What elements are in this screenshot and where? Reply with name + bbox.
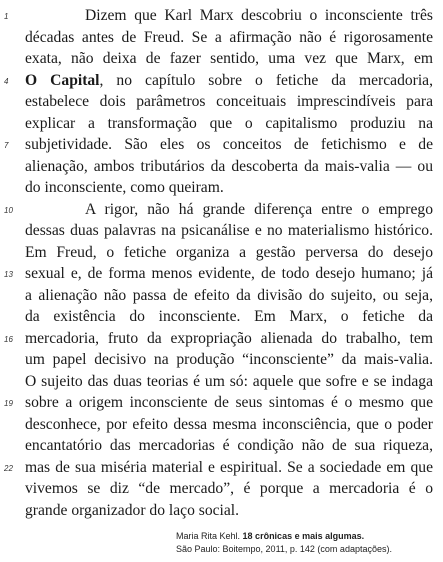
line-text: da existência do inconsciente. Em Marx, o fetiche da [25, 308, 433, 325]
text-line [25, 500, 433, 521]
line-number: 22 [4, 463, 13, 473]
text-line [25, 220, 433, 241]
text-line [25, 70, 433, 91]
line-text: do inconsciente, como queiram. [25, 179, 224, 196]
line-text: mas de sua miséria material e espiritual. Se a sociedade em que [25, 458, 433, 476]
line-text: desconhece, por efeito dessa mesma inconsciência, que o poder [25, 415, 433, 433]
text-line [25, 349, 433, 370]
citation-publication: São Paulo: Boitempo, 2011, p. 142 (com adaptações). [176, 544, 392, 554]
text-line [85, 5, 433, 26]
text-line [25, 306, 433, 327]
line-number: 16 [4, 334, 13, 344]
line-text: encantatório das mercadorias é condição não de sua riqueza, [25, 437, 433, 454]
line-text: alienação, ambos tributários da descoberta da mais-valia — ou [25, 157, 433, 175]
line-number: 13 [4, 270, 13, 279]
line-number: 1 [4, 12, 9, 21]
line-text: vivemos se diz “de mercado”, é porque a mercadoria é o [25, 480, 433, 497]
text-line [25, 113, 433, 134]
line-text: décadas antes de Freud. Se a afirmação não é rigorosamente [25, 28, 433, 46]
line-number: 7 [4, 141, 9, 150]
citation-title: 18 crônicas e mais algumas. [242, 531, 365, 541]
text-line [25, 91, 433, 112]
line-text: sobre a origem inconsciente de seus sintomas é o mesmo que [25, 394, 433, 411]
line-text: subjetividade. São eles os conceitos de fetichismo e de [25, 136, 433, 153]
line-text: mercadoria, fruto da expropriação alienada do trabalho, tem [25, 329, 433, 347]
text-line [25, 27, 433, 48]
line-text: Dizem que Karl Marx descobriu o inconsciente três [85, 7, 433, 24]
text-line [25, 328, 433, 349]
line-text: a alienação não passa de efeito da divisão do sujeito, ou seja, [25, 286, 433, 304]
text-line [25, 478, 433, 499]
citation-line-1 [176, 530, 364, 542]
text-line [25, 414, 433, 435]
line-text: Em Freud, o fetiche organiza a gestão perversa do desejo [25, 243, 433, 261]
line-number: 4 [4, 76, 9, 86]
text-line [25, 371, 433, 392]
bold-title-text: O Capital [25, 71, 100, 89]
line-text: sexual e, de forma menos evidente, de todo desejo humano; já [25, 265, 433, 282]
text-line [25, 242, 433, 263]
line-text: , no capítulo sobre o fetiche da mercadoria, [99, 71, 434, 89]
text-line [85, 199, 433, 220]
text-line [25, 263, 433, 284]
line-number: 10 [4, 205, 13, 215]
text-line [25, 48, 433, 69]
line-text: exata, não deixa de fazer sentido, uma vez que Marx, em [25, 50, 433, 67]
citation-author: Maria Rita Kehl. [176, 531, 241, 541]
line-text: grande organizador do laço social. [25, 501, 240, 519]
text-line [25, 435, 433, 456]
text-line [25, 177, 433, 198]
text-line [25, 392, 433, 413]
line-text: O sujeito das duas teorias é um só: aquele que sofre e se indaga [25, 372, 433, 390]
line-number: 19 [4, 399, 13, 408]
line-text: explicar a transformação que o capitalismo produziu na [25, 114, 433, 132]
text-line [25, 134, 433, 155]
citation-line-2 [176, 543, 392, 555]
line-text: um papel decisivo na produção “inconsciente” da mais-valia. [25, 351, 433, 368]
line-text: dessas duas palavras na psicanálise e no materialismo histórico. [25, 222, 433, 239]
text-line [25, 285, 433, 306]
line-text: A rigor, não há grande diferença entre o emprego [85, 200, 433, 218]
line-text: estabelece dois parâmetros conceituais imprescindíveis para [25, 93, 433, 110]
text-line [25, 156, 433, 177]
text-line [25, 457, 433, 478]
